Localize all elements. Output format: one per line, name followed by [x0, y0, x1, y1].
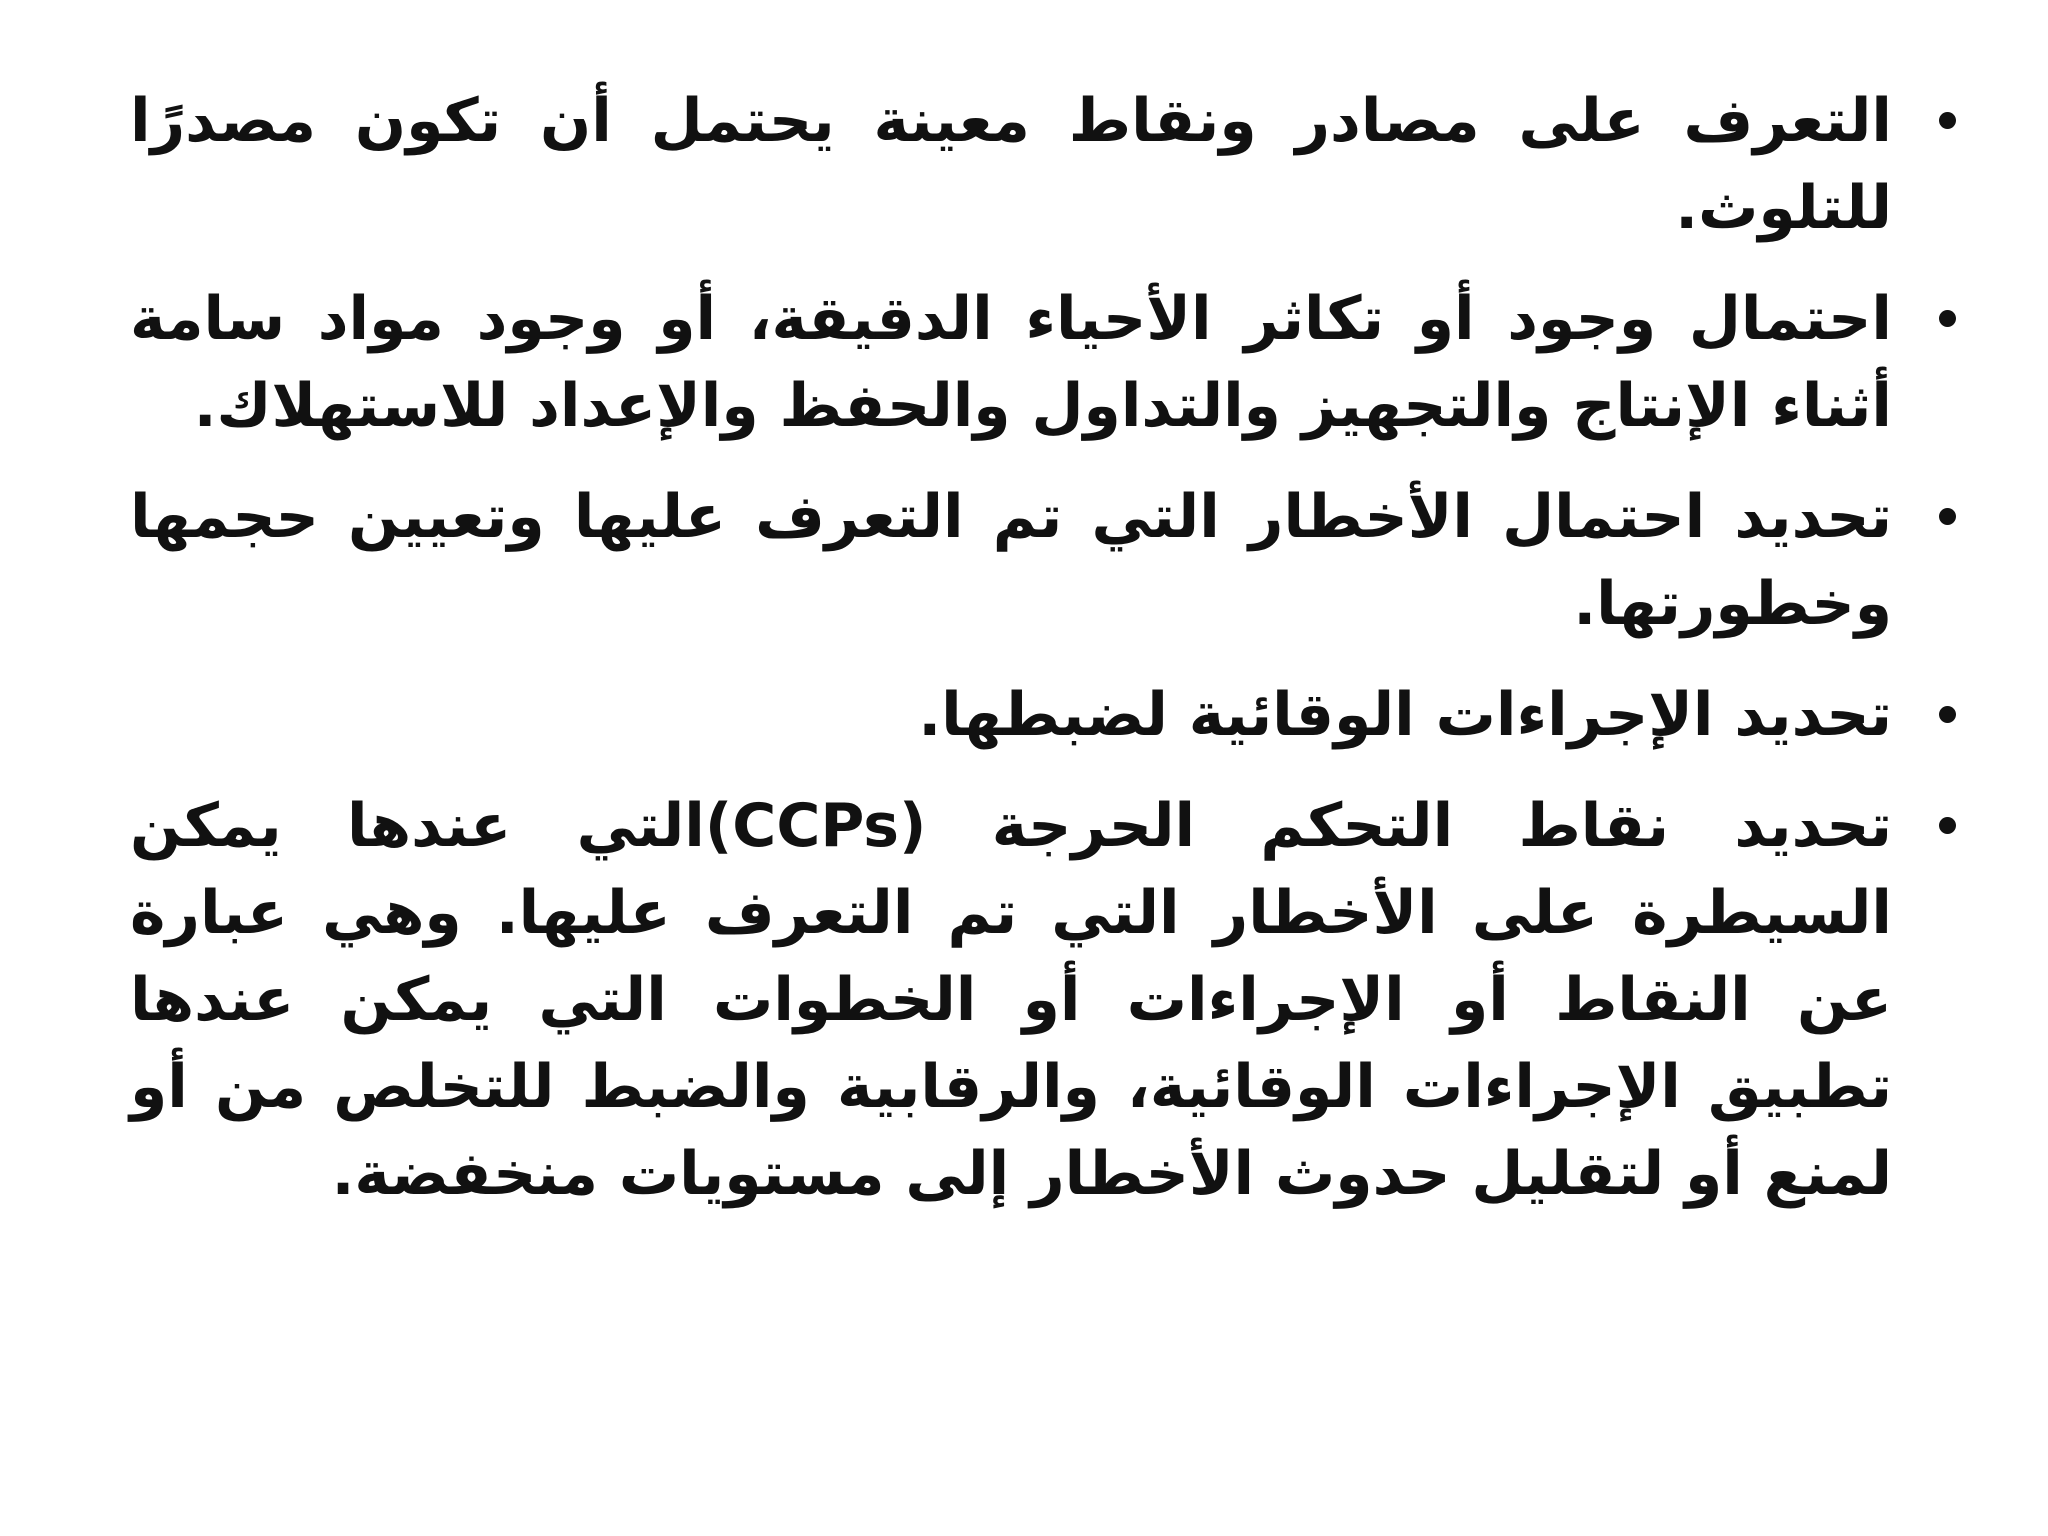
bullet-text: احتمال وجود أو تكاثر الأحياء الدقيقة، أو وجود مواد سامة أثناء الإنتاج والتجهيز والتداول والحفظ والإعداد للاستهلاك.	[130, 284, 1892, 441]
bullet-item-sources	[130, 78, 1962, 252]
bullet-item-hazard-assessment	[130, 474, 1962, 648]
bullet-dot-icon	[1939, 706, 1956, 723]
ccps-abbreviation: (CCPs)	[704, 791, 927, 861]
bullet-item-preventive-measures	[130, 672, 1962, 759]
bullet-text: تحديد الإجراءات الوقائية لضبطها.	[918, 680, 1892, 750]
bullet-text: تحديد احتمال الأخطار التي تم التعرف عليها وتعيين حجمها وخطورتها.	[130, 482, 1892, 639]
bullet-list	[130, 78, 1962, 1218]
bullet-dot-icon	[1939, 112, 1956, 129]
bullet-text-before: تحديد نقاط التحكم الحرجة	[926, 791, 1892, 861]
bullet-dot-icon	[1939, 310, 1956, 327]
bullet-item-microbes	[130, 276, 1962, 450]
bullet-text-after: التي عندها يمكن السيطرة على الأخطار التي تم التعرف عليها. وهي عبارة عن النقاط أو الإجراءات أو الخطوات التي يمكن عندها تطبيق الإجراءات الوقائية، والرقابية والضبط للتخلص من أو لمنع أو لتقليل حدوث الأخطار إلى مستويات منخفضة.	[130, 791, 1892, 1209]
bullet-dot-icon	[1939, 508, 1956, 525]
bullet-text: التعرف على مصادر ونقاط معينة يحتمل أن تكون مصدرًا للتلوث.	[130, 86, 1892, 243]
bullet-dot-icon	[1939, 817, 1956, 834]
bullet-item-ccps	[130, 783, 1962, 1218]
